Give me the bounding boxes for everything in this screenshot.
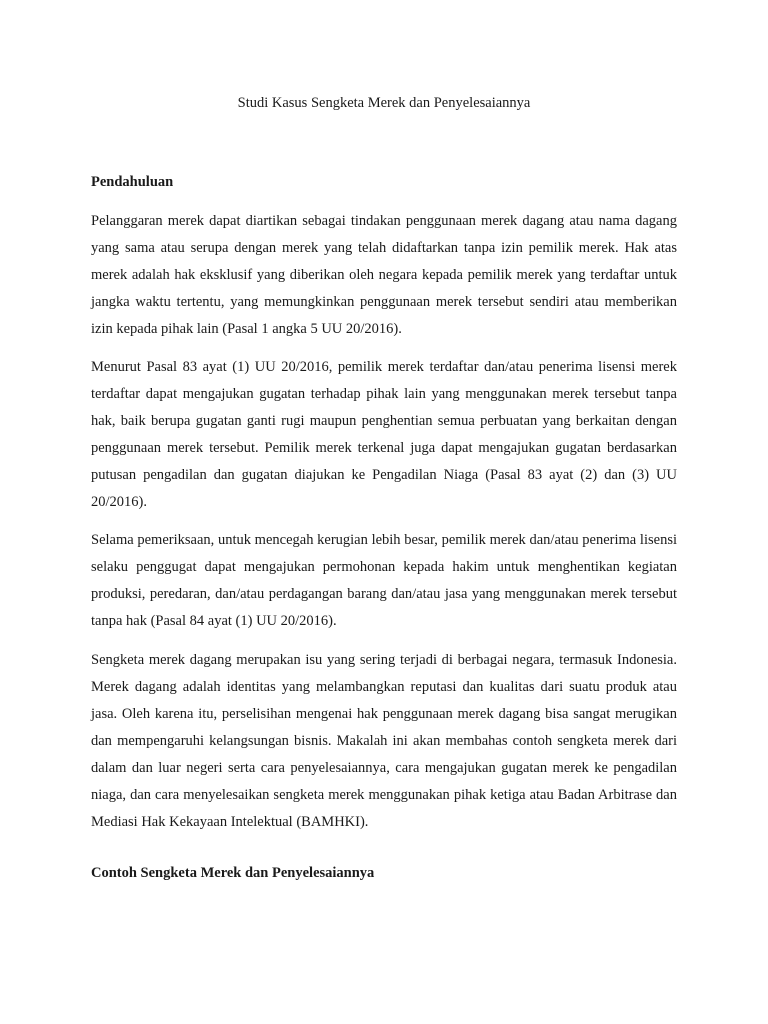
paragraph-4: Sengketa merek dagang merupakan isu yang sering terjadi di berbagai negara, termasuk Indonesia. Merek dagang adalah identitas yang melambangkan reputasi dan kualitas dari suatu produk atau jasa. Oleh karena itu, perselisihan mengenai hak penggunaan merek dagang bisa sangat merugikan dan mempengaruhi kelangsungan bisnis. Makalah ini akan membahas contoh sengketa merek dari dalam dan luar negeri serta cara penyelesaiannya, cara mengajukan gugatan merek ke pengadilan niaga, dan cara menyelesaikan sengketa merek menggunakan pihak ketiga atau Badan Arbitrase dan Mediasi Hak Kekayaan Intelektual (BAMHKI). — [91, 652, 677, 830]
paragraph-1: Pelanggaran merek dapat diartikan sebagai tindakan penggunaan merek dagang atau nama dagang yang sama atau serupa dengan merek yang telah didaftarkan tanpa izin pemilik merek. Hak atas merek adalah hak eksklusif yang diberikan oleh negara kepada pemilik merek yang terdaftar untuk jangka waktu tertentu, yang memungkinkan penggunaan merek tersebut sendiri atau memberikan izin kepada pihak lain (Pasal 1 angka 5 UU 20/2016). — [91, 213, 677, 337]
section-heading-pendahuluan: Pendahuluan — [91, 174, 174, 190]
paragraph-2: Menurut Pasal 83 ayat (1) UU 20/2016, pemilik merek terdaftar dan/atau penerima lisensi merek terdaftar dapat mengajukan gugatan terhadap pihak lain yang menggunakan merek tersebut tanpa hak, baik berupa gugatan ganti rugi maupun penghentian semua perbuatan yang berkaitan dengan penggunaan merek tersebut. Pemilik merek terkenal juga dapat mengajukan gugatan berdasarkan putusan pengadilan dan gugatan diajukan ke Pengadilan Niaga (Pasal 83 ayat (2) dan (3) UU 20/2016). — [91, 359, 677, 510]
document-title: Studi Kasus Sengketa Merek dan Penyelesaiannya — [237, 95, 531, 111]
paragraph-3: Selama pemeriksaan, untuk mencegah kerugian lebih besar, pemilik merek dan/atau penerima lisensi selaku penggugat dapat mengajukan permohonan kepada hakim untuk menghentikan kegiatan produksi, peredaran, dan/atau perdagangan barang dan/atau jasa yang menggunakan merek tersebut tanpa hak (Pasal 84 ayat (1) UU 20/2016). — [91, 532, 677, 629]
section-heading-contoh: Contoh Sengketa Merek dan Penyelesaiannya — [91, 865, 375, 881]
